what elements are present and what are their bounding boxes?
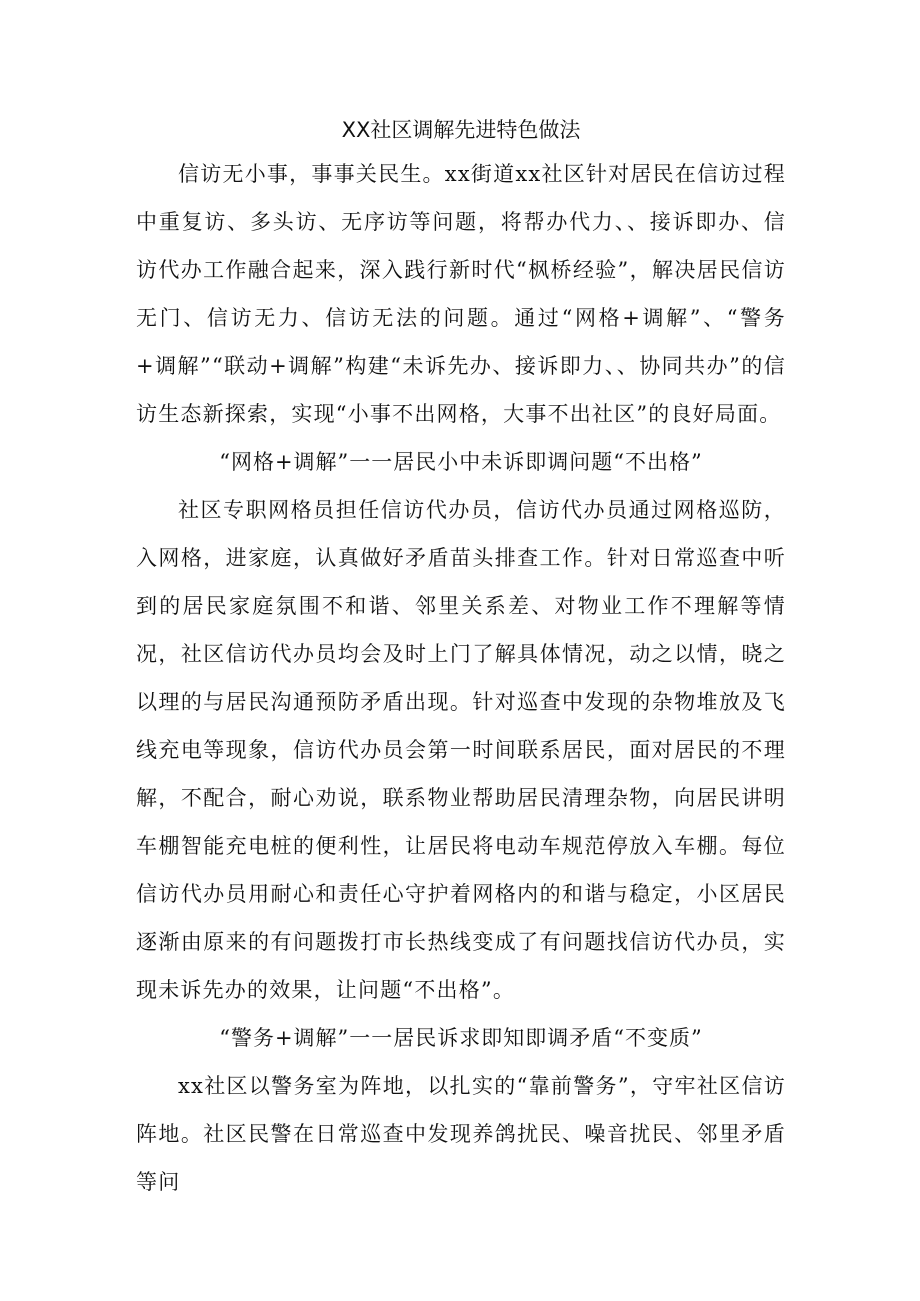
section-paragraph-police-mediation: xx社区以警务室为阵地，以扎实的“靠前警务”，守牢社区信访阵地。社区民警在日常巡查中发现养鸽扰民、噪音扰民、邻里矛盾等问 (136, 1074, 786, 1194)
document-body (136, 112, 786, 1206)
section-heading-grid-mediation: “网格+调解”一一居民小中未诉即调问题“不出格” (219, 450, 703, 474)
intro-paragraph: 信访无小事，事事关民生。xx街道xx社区针对居民在信访过程中重复访、多头访、无序访等问题，将帮办代力、、接诉即办、信访代办工作融合起来，深入践行新时代“枫桥经验”，解决居民信访无门、信访无力、信访无法的问题。通过“网格+调解”、“警务+调解”“联动+调解”构建“未诉先办、接诉即力、、协同共办”的信访生态新探索，实现“小事不出网格，大事不出社区”的良好局面。 (136, 162, 786, 426)
section-paragraph-grid-mediation: 社区专职网格员担任信访代办员，信访代办员通过网格巡防，入网格，进家庭，认真做好矛盾苗头排查工作。针对日常巡查中听到的居民家庭氛围不和谐、邻里关系差、对物业工作不理解等情况，社区信访代办员均会及时上门了解具体情况，动之以情，晓之以理的与居民沟通预防矛盾出现。针对巡查中发现的杂物堆放及飞线充电等现象，信访代办员会第一时间联系居民，面对居民的不理解，不配合，耐心劝说，联系物业帮助居民清理杂物，向居民讲明车棚智能充电桩的便利性，让居民将电动车规范停放入车棚。每位信访代办员用耐心和责任心守护着网格内的和谐与稳定，小区居民逐渐由原来的有问题拨打市长热线变成了有问题找信访代办员，实现未诉先办的效果，让问题“不出格”。 (136, 498, 786, 1002)
document-title: XX社区调解先进特色做法 (341, 118, 581, 142)
section-heading-police-mediation: “警务+调解”一一居民诉求即知即调矛盾“不变质” (219, 1026, 703, 1050)
